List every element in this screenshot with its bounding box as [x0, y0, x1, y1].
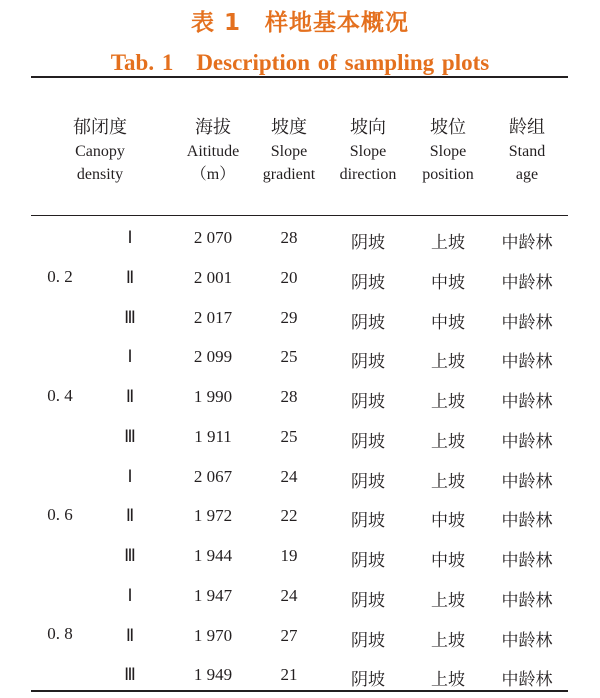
position-cell: 上坡	[431, 670, 465, 691]
aspect-cell: 阴坡	[351, 511, 385, 532]
stand-age-cell: 中龄林	[501, 511, 553, 532]
header-stand-age	[492, 116, 562, 186]
header-slope-direction	[330, 116, 406, 186]
altitude-cell: 2 067	[193, 466, 233, 486]
stand-age-cell: 中龄林	[501, 630, 553, 651]
altitude-cell: 1 944	[193, 546, 233, 565]
header-label-en: gradient	[262, 166, 316, 183]
plot-cell: Ⅰ	[127, 228, 133, 247]
slope-cell: 28	[280, 228, 298, 247]
plot-cell: Ⅱ	[125, 625, 135, 645]
aspect-cell: 阴坡	[351, 312, 385, 333]
position-cell: 上坡	[431, 590, 465, 611]
header-slope-position	[412, 116, 484, 186]
bottom-rule	[31, 690, 568, 692]
slope-cell: 29	[280, 307, 298, 327]
stand-age-cell: 中龄林	[501, 431, 553, 452]
canopy-density-group: 0. 4	[47, 386, 73, 405]
position-cell: 上坡	[431, 392, 465, 412]
stand-age-cell: 中龄林	[501, 272, 553, 293]
position-cell: 上坡	[431, 352, 465, 373]
position-cell: 中坡	[431, 551, 465, 571]
altitude-cell: 2 017	[193, 307, 233, 327]
table-title-en: Tab. 1 Description of sampling plots	[110, 50, 490, 75]
header-label-en: direction	[339, 166, 397, 183]
position-cell: 上坡	[431, 630, 465, 651]
altitude-cell: 1 949	[193, 665, 233, 685]
altitude-cell: 2 070	[193, 228, 233, 247]
header-label-cn: 海拔	[195, 117, 231, 138]
header-label-cn: 坡位	[430, 117, 466, 138]
plot-cell: Ⅲ	[124, 546, 136, 565]
header-label-en: Slope	[349, 143, 387, 160]
plot-cell: Ⅰ	[127, 466, 133, 486]
header-label-en: Stand	[508, 143, 546, 160]
slope-cell: 27	[280, 625, 298, 645]
slope-cell: 25	[280, 426, 298, 446]
position-cell: 上坡	[431, 471, 465, 492]
header-label-en: （m）	[190, 166, 236, 183]
aspect-cell: 阴坡	[351, 670, 385, 691]
stand-age-cell: 中龄林	[501, 233, 553, 253]
header-label-en: Slope	[429, 143, 467, 160]
stand-age-cell: 中龄林	[501, 551, 553, 571]
aspect-cell: 阴坡	[351, 630, 385, 651]
stand-age-cell: 中龄林	[501, 352, 553, 373]
aspect-cell: 阴坡	[351, 352, 385, 373]
top-rule	[31, 76, 568, 78]
aspect-cell: 阴坡	[351, 471, 385, 492]
slope-cell: 25	[280, 347, 298, 367]
stand-age-cell: 中龄林	[501, 392, 553, 412]
aspect-cell: 阴坡	[351, 272, 385, 293]
altitude-cell: 1 990	[193, 387, 233, 406]
plot-cell: Ⅲ	[124, 426, 136, 446]
altitude-cell: 1 970	[193, 625, 233, 645]
stand-age-cell: 中龄林	[501, 471, 553, 492]
plot-cell: Ⅱ	[125, 267, 135, 287]
header-label-cn: 坡向	[350, 117, 386, 138]
stand-age-cell: 中龄林	[501, 312, 553, 333]
slope-cell: 28	[280, 387, 298, 406]
slope-cell: 22	[280, 506, 298, 526]
position-cell: 中坡	[431, 312, 465, 333]
header-slope-gradient	[253, 116, 325, 186]
position-cell: 上坡	[431, 431, 465, 452]
header-canopy-density	[60, 116, 140, 186]
header-label-en: position	[422, 166, 474, 183]
stand-age-cell: 中龄林	[501, 590, 553, 611]
slope-cell: 24	[280, 585, 298, 605]
header-label-en: age	[515, 166, 539, 183]
aspect-cell: 阴坡	[351, 233, 385, 253]
altitude-cell: 1 947	[193, 585, 233, 605]
table-title-cn: 表 1 样地基本概况	[190, 10, 409, 36]
position-cell: 上坡	[431, 233, 465, 253]
header-label-cn: 龄组	[509, 117, 545, 138]
position-cell: 中坡	[431, 272, 465, 293]
canopy-density-group: 0. 8	[47, 624, 73, 643]
position-cell: 中坡	[431, 511, 465, 532]
aspect-cell: 阴坡	[351, 551, 385, 571]
altitude-cell: 2 099	[193, 347, 233, 367]
plot-cell: Ⅲ	[124, 665, 136, 685]
header-label-cn: 郁闭度	[73, 117, 127, 138]
aspect-cell: 阴坡	[351, 431, 385, 452]
header-label-en: Slope	[270, 143, 308, 160]
altitude-cell: 2 001	[193, 267, 233, 287]
slope-cell: 21	[280, 665, 298, 685]
header-rule	[31, 215, 568, 216]
altitude-cell: 1 972	[193, 506, 233, 526]
altitude-cell: 1 911	[194, 426, 232, 446]
aspect-cell: 阴坡	[351, 590, 385, 611]
header-label-en: density	[76, 166, 124, 183]
aspect-cell: 阴坡	[351, 392, 385, 412]
header-altitude	[173, 116, 253, 186]
plot-cell: Ⅱ	[125, 387, 135, 406]
canopy-density-group: 0. 2	[47, 267, 73, 286]
plot-cell: Ⅰ	[127, 585, 133, 605]
plot-cell: Ⅰ	[127, 347, 133, 367]
plot-cell: Ⅱ	[125, 506, 135, 526]
header-label-en: Aititude	[186, 143, 240, 160]
plot-cell: Ⅲ	[124, 307, 136, 327]
slope-cell: 19	[280, 546, 298, 565]
header-label-en: Canopy	[75, 143, 125, 160]
header-label-cn: 坡度	[271, 117, 307, 138]
stand-age-cell: 中龄林	[501, 670, 553, 691]
slope-cell: 20	[280, 267, 298, 287]
slope-cell: 24	[280, 466, 298, 486]
canopy-density-group: 0. 6	[47, 505, 73, 524]
